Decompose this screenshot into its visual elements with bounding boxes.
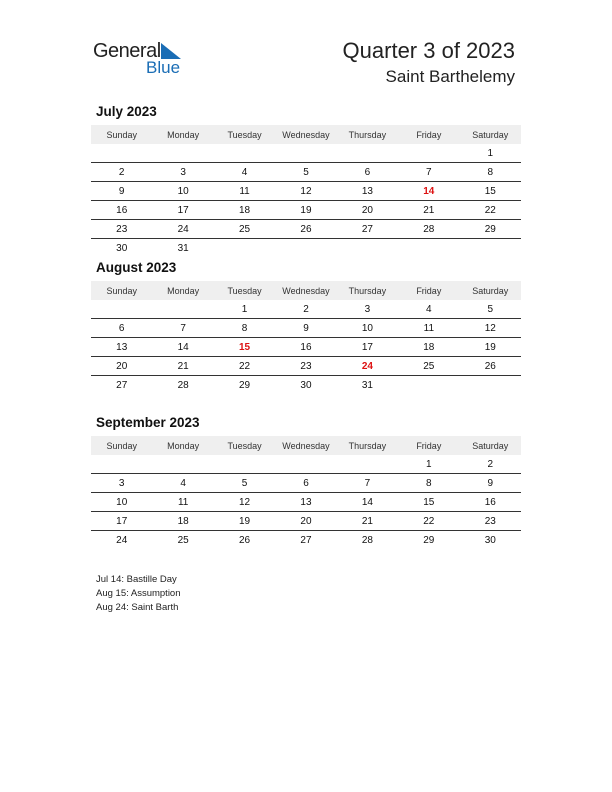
week-row — [91, 220, 521, 239]
logo-text-blue: Blue — [146, 58, 181, 77]
month-july — [91, 103, 521, 257]
day-cell: 25 — [398, 357, 459, 376]
day-cell: 13 — [337, 182, 398, 201]
day-cell: 29 — [460, 220, 521, 239]
day-cell — [337, 239, 398, 258]
day-cell: 12 — [460, 319, 521, 338]
day-cell: 1 — [398, 455, 459, 474]
day-cell: 10 — [152, 182, 213, 201]
month-title: August 2023 — [96, 260, 177, 275]
day-cell: 11 — [398, 319, 459, 338]
day-cell: 10 — [91, 493, 152, 512]
day-cell — [152, 455, 213, 474]
day-cell: 16 — [91, 201, 152, 220]
day-cell: 3 — [91, 474, 152, 493]
day-cell: 31 — [177, 242, 189, 254]
day-cell: 20 — [275, 512, 336, 531]
day-cell: 25 — [177, 534, 189, 546]
day-cell: 15 — [398, 493, 459, 512]
weekday-header: Wednesday — [275, 125, 336, 144]
day-cell: 8 — [214, 319, 275, 338]
day-cell: 2 — [91, 163, 152, 182]
day-cell: 5 — [214, 474, 275, 493]
day-cell: 24 — [152, 220, 213, 239]
day-cell — [91, 144, 152, 163]
day-cell: 19 — [275, 201, 336, 220]
generalblue-logo — [93, 40, 193, 80]
week-row — [91, 239, 521, 258]
day-cell: 14 — [337, 493, 398, 512]
day-cell: 3 — [337, 300, 398, 319]
day-cell — [214, 144, 275, 163]
weekday-header: Sunday — [91, 281, 152, 300]
week-row — [91, 163, 521, 182]
holiday-note: Aug 24: Saint Barth — [96, 602, 179, 613]
day-cell: 22 — [214, 357, 275, 376]
logo-text-general: General — [93, 40, 161, 62]
day-cell: 23 — [91, 220, 152, 239]
weekday-header-row — [91, 281, 521, 300]
day-cell: 27 — [337, 220, 398, 239]
day-cell: 6 — [91, 319, 152, 338]
week-row — [91, 357, 521, 376]
weekday-header: Sunday — [91, 436, 152, 455]
day-cell: 28 — [361, 534, 373, 546]
day-cell: 28 — [177, 379, 189, 391]
day-cell — [214, 239, 275, 258]
week-row — [91, 455, 521, 474]
day-cell: 9 — [460, 474, 521, 493]
day-cell: 27 — [116, 379, 128, 391]
weekday-header: Monday — [152, 125, 213, 144]
day-cell: 7 — [337, 474, 398, 493]
day-cell: 21 — [337, 512, 398, 531]
day-cell: 24 — [116, 534, 128, 546]
day-cell: 29 — [238, 379, 251, 391]
day-cell: 19 — [460, 338, 521, 357]
day-cell: 18 — [398, 338, 459, 357]
week-row — [91, 474, 521, 493]
weekday-header: Sunday — [91, 125, 152, 144]
logo-triangle-icon — [159, 43, 181, 59]
day-cell: 4 — [214, 163, 275, 182]
day-cell: 25 — [214, 220, 275, 239]
week-row — [91, 182, 521, 201]
day-cell: 29 — [423, 534, 435, 546]
weekday-header: Friday — [398, 281, 459, 300]
weekday-header: Friday — [398, 125, 459, 144]
calendar-table — [91, 281, 521, 394]
day-cell: 4 — [152, 474, 213, 493]
month-title: September 2023 — [96, 415, 200, 430]
week-row — [91, 376, 521, 395]
weekday-header: Thursday — [337, 281, 398, 300]
day-cell: 12 — [275, 182, 336, 201]
day-cell: 5 — [460, 300, 521, 319]
week-row — [91, 512, 521, 531]
day-cell — [398, 376, 459, 395]
day-cell — [337, 144, 398, 163]
day-cell: 13 — [91, 338, 152, 357]
day-cell: 14 — [398, 182, 459, 201]
week-row — [91, 338, 521, 357]
weekday-header: Thursday — [337, 436, 398, 455]
day-cell: 2 — [460, 455, 521, 474]
day-cell: 20 — [337, 201, 398, 220]
day-cell: 30 — [300, 379, 312, 391]
day-cell: 12 — [214, 493, 275, 512]
day-cell — [398, 144, 459, 163]
day-cell: 9 — [91, 182, 152, 201]
day-cell: 17 — [152, 201, 213, 220]
day-cell: 11 — [214, 182, 275, 201]
page-title: Quarter 3 of 2023 — [342, 38, 515, 63]
day-cell: 31 — [361, 379, 373, 391]
weekday-header: Friday — [398, 436, 459, 455]
day-cell: 6 — [337, 163, 398, 182]
week-row — [91, 201, 521, 220]
day-cell: 1 — [214, 300, 275, 319]
day-cell: 3 — [152, 163, 213, 182]
day-cell — [460, 239, 521, 258]
day-cell — [460, 376, 521, 395]
month-august — [91, 259, 521, 394]
day-cell: 7 — [152, 319, 213, 338]
day-cell: 6 — [275, 474, 336, 493]
week-row — [91, 300, 521, 319]
calendar-table — [91, 125, 521, 257]
day-cell: 19 — [214, 512, 275, 531]
day-cell — [275, 455, 336, 474]
holiday-notes — [96, 573, 181, 615]
day-cell: 1 — [460, 144, 521, 163]
weekday-header: Wednesday — [275, 436, 336, 455]
day-cell: 8 — [398, 474, 459, 493]
day-cell — [214, 455, 275, 474]
day-cell: 4 — [398, 300, 459, 319]
day-cell: 20 — [91, 357, 152, 376]
day-cell — [91, 300, 152, 319]
weekday-header: Saturday — [460, 281, 521, 300]
week-row — [91, 144, 521, 163]
page-subtitle: Saint Barthelemy — [385, 67, 515, 86]
day-cell: 7 — [398, 163, 459, 182]
calendar-table — [91, 436, 521, 549]
month-title: July 2023 — [96, 104, 157, 119]
day-cell: 9 — [275, 319, 336, 338]
day-cell — [275, 239, 336, 258]
day-cell — [275, 144, 336, 163]
weekday-header: Monday — [152, 281, 213, 300]
day-cell: 21 — [152, 357, 213, 376]
day-cell: 26 — [238, 534, 251, 546]
day-cell: 13 — [275, 493, 336, 512]
day-cell: 2 — [275, 300, 336, 319]
day-cell: 5 — [275, 163, 336, 182]
day-cell: 30 — [484, 534, 496, 546]
day-cell: 15 — [214, 338, 275, 357]
day-cell — [337, 455, 398, 474]
week-row — [91, 319, 521, 338]
day-cell: 28 — [398, 220, 459, 239]
day-cell: 22 — [398, 512, 459, 531]
day-cell: 10 — [337, 319, 398, 338]
day-cell: 26 — [275, 220, 336, 239]
day-cell: 26 — [460, 357, 521, 376]
day-cell — [398, 239, 459, 258]
day-cell: 14 — [152, 338, 213, 357]
day-cell: 30 — [116, 242, 128, 254]
weekday-header: Saturday — [460, 436, 521, 455]
day-cell: 24 — [337, 357, 398, 376]
weekday-header: Thursday — [337, 125, 398, 144]
day-cell: 18 — [214, 201, 275, 220]
day-cell: 18 — [152, 512, 213, 531]
day-cell: 27 — [300, 534, 312, 546]
day-cell: 17 — [337, 338, 398, 357]
day-cell: 22 — [460, 201, 521, 220]
weekday-header: Monday — [152, 436, 213, 455]
day-cell — [152, 300, 213, 319]
weekday-header: Tuesday — [214, 125, 275, 144]
holiday-note: Aug 15: Assumption — [96, 588, 181, 599]
weekday-header: Tuesday — [214, 436, 275, 455]
weekday-header: Tuesday — [214, 281, 275, 300]
month-september — [91, 414, 521, 549]
day-cell: 15 — [460, 182, 521, 201]
day-cell: 8 — [460, 163, 521, 182]
day-cell: 11 — [152, 493, 213, 512]
day-cell — [152, 144, 213, 163]
weekday-header: Saturday — [460, 125, 521, 144]
week-row — [91, 531, 521, 550]
week-row — [91, 493, 521, 512]
day-cell: 23 — [460, 512, 521, 531]
weekday-header-row — [91, 436, 521, 455]
weekday-header-row — [91, 125, 521, 144]
weekday-header: Wednesday — [275, 281, 336, 300]
day-cell: 21 — [398, 201, 459, 220]
day-cell: 23 — [275, 357, 336, 376]
day-cell: 16 — [460, 493, 521, 512]
day-cell: 16 — [275, 338, 336, 357]
holiday-note: Jul 14: Bastille Day — [96, 574, 177, 585]
day-cell — [91, 455, 152, 474]
day-cell: 17 — [91, 512, 152, 531]
